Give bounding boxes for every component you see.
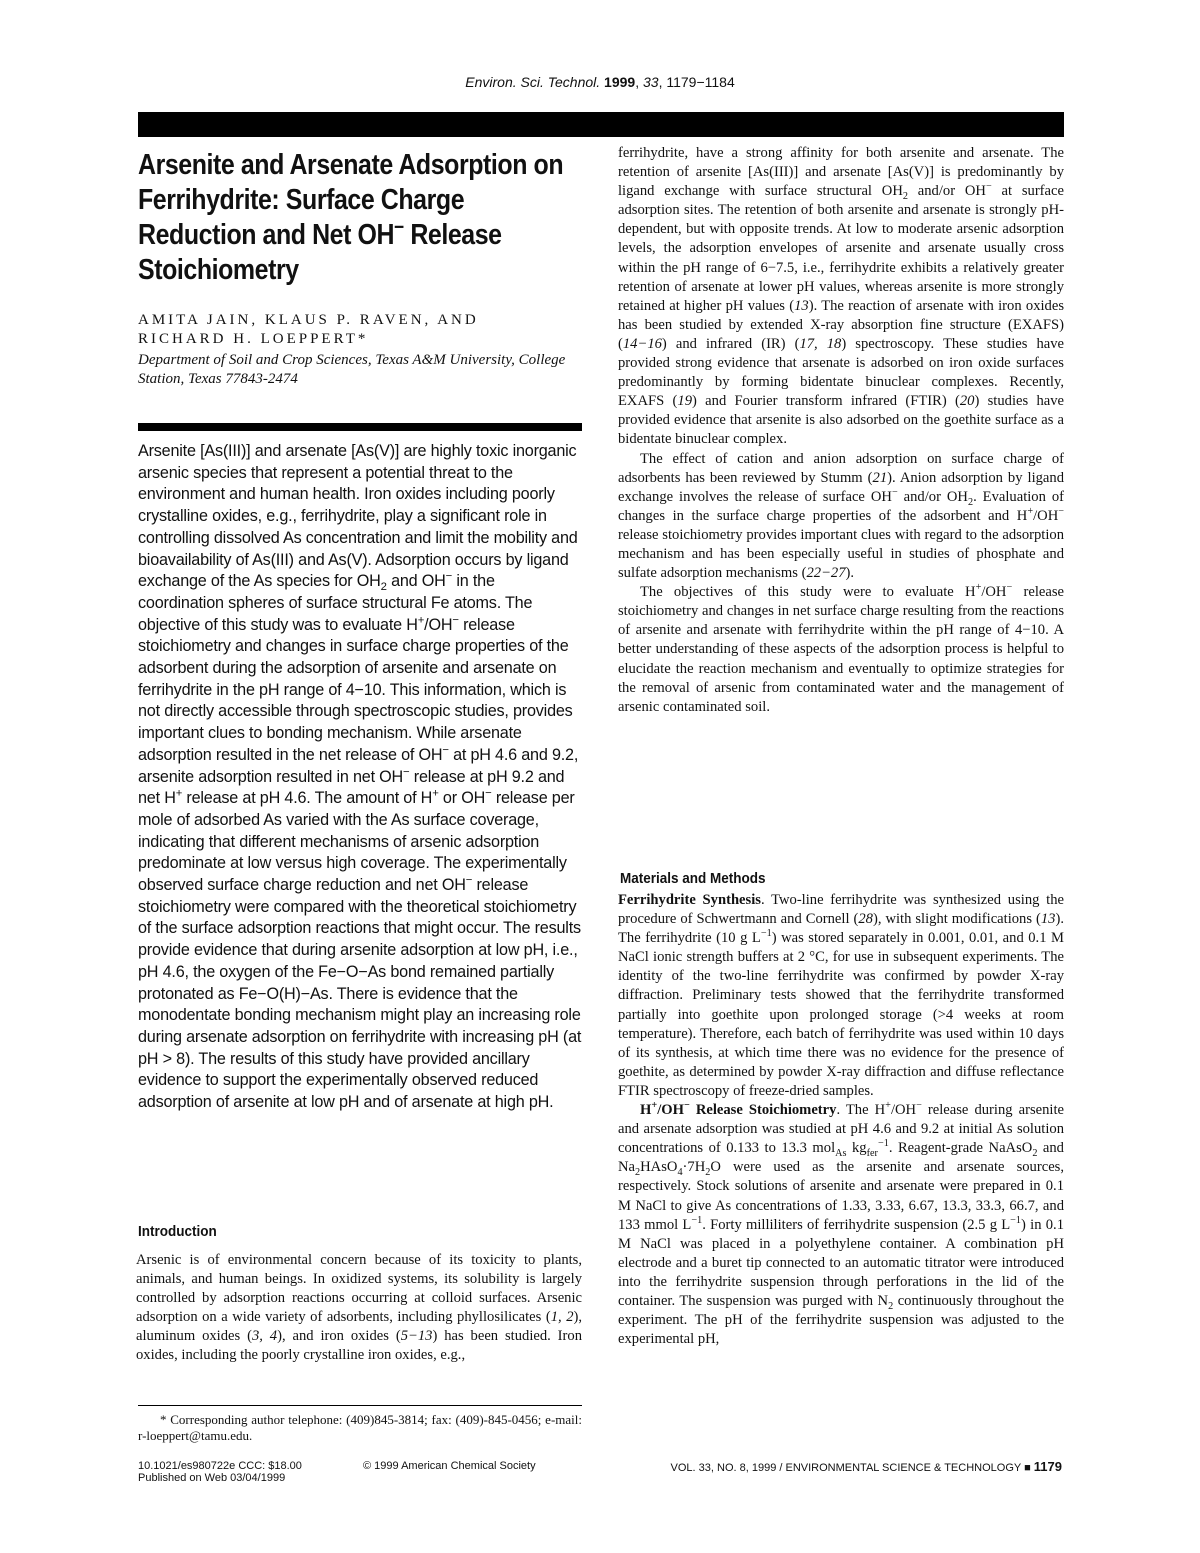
copyright: © 1999 American Chemical Society: [363, 1460, 536, 1472]
published-date: Published on Web 03/04/1999: [138, 1472, 286, 1484]
journal-volume: 33: [642, 74, 659, 90]
release-text: . The H+/OH− release during arsenite and arsenate adsorption was studied at pH 4.6 and 9.2 at initial As solution concentrations of 0.133 to 13.3 mol$_{As}$ $kg_{fer}^{-1}$. Reagent-grade NaAsO$_2$ and $Na_2HAsO_4\cdot 7H_2O$ were used as the arsenite and arsenate sources, respectively. Stock solutions of arsenite and arsenate were prepared in 0.1 M NaCl to give As concentrations of 1.33, 3.33, 6.67, 13.3, 33.3, 66.7, and 133 mmol $L^{-1}$. Forty milliliters of ferrihydrite suspension (2.5 g $L^{-1}$) in 0.1 M NaCl was placed in a polyethylene container. A combination pH electrode and a buret tip connected to an automatic titrator were introduced into the ferrihydrite suspension through perforations in the lid of the container. The suspension was purged with $N_2$ continuously throughout the experiment. The pH of the ferrihydrite suspension was adjusted to the experimental pH,: [618, 1100, 1064, 1348]
methods-body: [618, 891, 1064, 1349]
footer-left: [138, 1460, 302, 1484]
intro-col1: [136, 1251, 582, 1393]
intro-paragraph-3: The objectives of this study were to evaluate H+/OH− release stoichiometry and changes in net surface charge resulting from the reactions of arsenite and arsenate with ferrihydrite within the pH range of 4−10. A better understanding of these aspects of the adsorption process is helpful to elucidate the reaction mechanism and eventually to optimize strategies for the removal of arsenic from contaminated water and the management of arsenic contaminated soil.: [618, 582, 1064, 715]
header-bar: [138, 112, 1064, 137]
intro-paragraph-1a: Arsenic is of environmental concern because of its toxicity to plants, animals, and human beings. In oxidized systems, its solubility is largely controlled by adsorption reactions occurring at colloid surfaces. Arsenic adsorption on a wide variety of adsorbents, including phyllosilicates (1, 2), aluminum oxides (3, 4), and iron oxides (5−13) has been studied. Iron oxides, including the poorly crystalline iron oxides, e.g.,: [136, 1252, 582, 1364]
synthesis-title: Ferrihydrite Synthesis: [618, 892, 761, 908]
running-header: Environ. Sci. Technol. 1999, 33, 1179−1184: [465, 74, 735, 90]
page-number: 1179: [1033, 1459, 1062, 1474]
title-text: Arsenite and Arsenate Adsorption on Ferrihydrite: Surface Charge Reduction and Net OH− Release Stoichiometry: [138, 149, 564, 286]
methods-heading: Materials and Methods: [620, 870, 766, 887]
footnote: [138, 1412, 582, 1444]
intro-paragraph-1b: ferrihydrite, have a strong affinity for both arsenite and arsenate. The retention of arsenite [As(III)] and arsenate [As(V)] is predominantly by ligand exchange with surface structural $OH_2$ and/or OH− at surface adsorption sites. The retention of both arsenite and arsenate is strongly pH-dependent, but with opposite trends. At low to moderate arsenic adsorption levels, the adsorption envelopes of arsenite and arsenate usually cross within the pH range of 6−7.5, i.e., ferrihydrite exhibits a relatively greater retention of arsenate at lower pH values, whereas arsenite is more strongly retained at higher pH values (13). The reaction of arsenate with iron oxides has been studied by extended X-ray absorption fine structure (EXAFS) (14−16) and infrared (IR) (17, 18) spectroscopy. These studies have provided strong evidence that arsenate is adsorbed on iron oxide surfaces predominantly by forming bidentate binuclear complexes. Recently, EXAFS (19) and Fourier transform infrared (FTIR) (20) studies have provided evidence that arsenite is also adsorbed on the goethite surface as a bidentate binuclear complex.: [618, 145, 1065, 448]
journal-pages: 1179−1184: [666, 74, 735, 90]
abstract-rule: [138, 423, 582, 431]
page-marker: ■: [1024, 1462, 1031, 1474]
abstract: [138, 441, 582, 1114]
authors: [138, 311, 578, 349]
synthesis-text: . Two-line ferrihydrite was synthesized using the procedure of Schwertmann and Cornell (28), with slight modifications (13). The ferrihydrite (10 g $L^{-1}$) was stored separately in 0.001, 0.01, and 0.1 M NaCl ionic strength buffers at 2 °C, for use in subsequent experiments. The identity of the two-line ferrihydrite was confirmed by powder X-ray diffraction. Preliminary tests showed that the ferrihydrite transformed partially into goethite upon prolonged storage (>4 weeks at room temperature). Therefore, each batch of ferrihydrite was used within 10 days of its synthesis, at which time there was no evidence for the presence of goethite, as determined by powder X-ray diffraction and diffuse reflectance FTIR spectroscopy of freeze-dried samples.: [618, 892, 1064, 1099]
authors-line-2: RICHARD H. LOEPPERT*: [138, 331, 369, 347]
release-title: H+/OH− Release Stoichiometry: [640, 1100, 837, 1119]
release-paragraph: [618, 1101, 1064, 1349]
synthesis-paragraph: [618, 891, 1064, 1101]
doi: 10.1021/es980722e CCC: $18.00: [138, 1460, 302, 1472]
journal-name: Environ. Sci. Technol.: [465, 74, 601, 90]
introduction-heading: Introduction: [138, 1223, 217, 1240]
footnote-rule: [138, 1405, 582, 1406]
intro-paragraph-2: The effect of cation and anion adsorption on surface charge of adsorbents has been reviewed by Stumm (21). Anion adsorption by ligand exchange involves the release of surface OH− and/or $OH_2$. Evaluation of changes in the surface charge properties of the adsorbent and H+/OH− release stoichiometry provides important clues with regard to the adsorption mechanism and has been especially useful in studies of phosphate and sulfate adsorption mechanisms (22−27).: [618, 450, 1064, 582]
right-column: [618, 144, 1064, 717]
authors-line-1: AMITA JAIN, KLAUS P. RAVEN, AND: [138, 312, 479, 328]
abstract-text: Arsenite [As(III)] and arsenate [As(V)] are highly toxic inorganic arsenic species that represent a potential threat to the environment and human health. Iron oxides including poorly crystalline oxides, e.g., ferrihydrite, play a significant role in controlling dissolved As concentration and limit the mobility and bioavailability of As(III) and As(V). Adsorption occurs by ligand exchange of the As species for $OH_2$ and OH− in the coordination spheres of surface structural Fe atoms. The objective of this study was to evaluate H+/OH− release stoichiometry and changes in surface charge properties of the adsorbent during the adsorption of arsenite and arsenate on ferrihydrite in the pH range of 4−10. This information, which is not directly accessible through spectroscopic studies, provides important clues to bonding mechanism. While arsenate adsorption resulted in the net release of OH− at pH 4.6 and 9.2, arsenite adsorption resulted in net OH− release at pH 9.2 and net H+ release at pH 4.6. The amount of H+ or OH− release per mole of adsorbed As varied with the As surface coverage, indicating that different mechanisms of arsenic adsorption predominate at low versus high coverage. The experimentally observed surface charge reduction and net OH− release stoichiometry were compared with the theoretical stoichiometry of the surface adsorption reactions that might occur. The results provide evidence that during arsenite adsorption at low pH, i.e., pH 4.6, the oxygen of the Fe−O−As bond remained partially protonated as Fe−O(H)−As. There is evidence that the monodentate bonding mechanism might play an increasing role during arsenate adsorption on ferrihydrite with increasing pH (at pH > 8). The results of this study have provided ancillary evidence to support the experimentally observed reduced adsorption of arsenite at low pH and of arsenate at high pH.: [138, 442, 582, 1112]
issue-info: VOL. 33, NO. 8, 1999 / ENVIRONMENTAL SCIENCE & TECHNOLOGY: [670, 1462, 1022, 1474]
footer-right: [671, 1459, 1062, 1474]
journal-year: 1999: [604, 74, 636, 90]
footnote-text: * Corresponding author telephone: (409)845-3814; fax: (409)-845-0456; e-mail: r-loeppert@tamu.edu.: [138, 1412, 582, 1443]
article-title: [138, 148, 578, 288]
affiliation: Department of Soil and Crop Sciences, Texas A&M University, College Station, Texas 77843-2474: [138, 352, 566, 387]
